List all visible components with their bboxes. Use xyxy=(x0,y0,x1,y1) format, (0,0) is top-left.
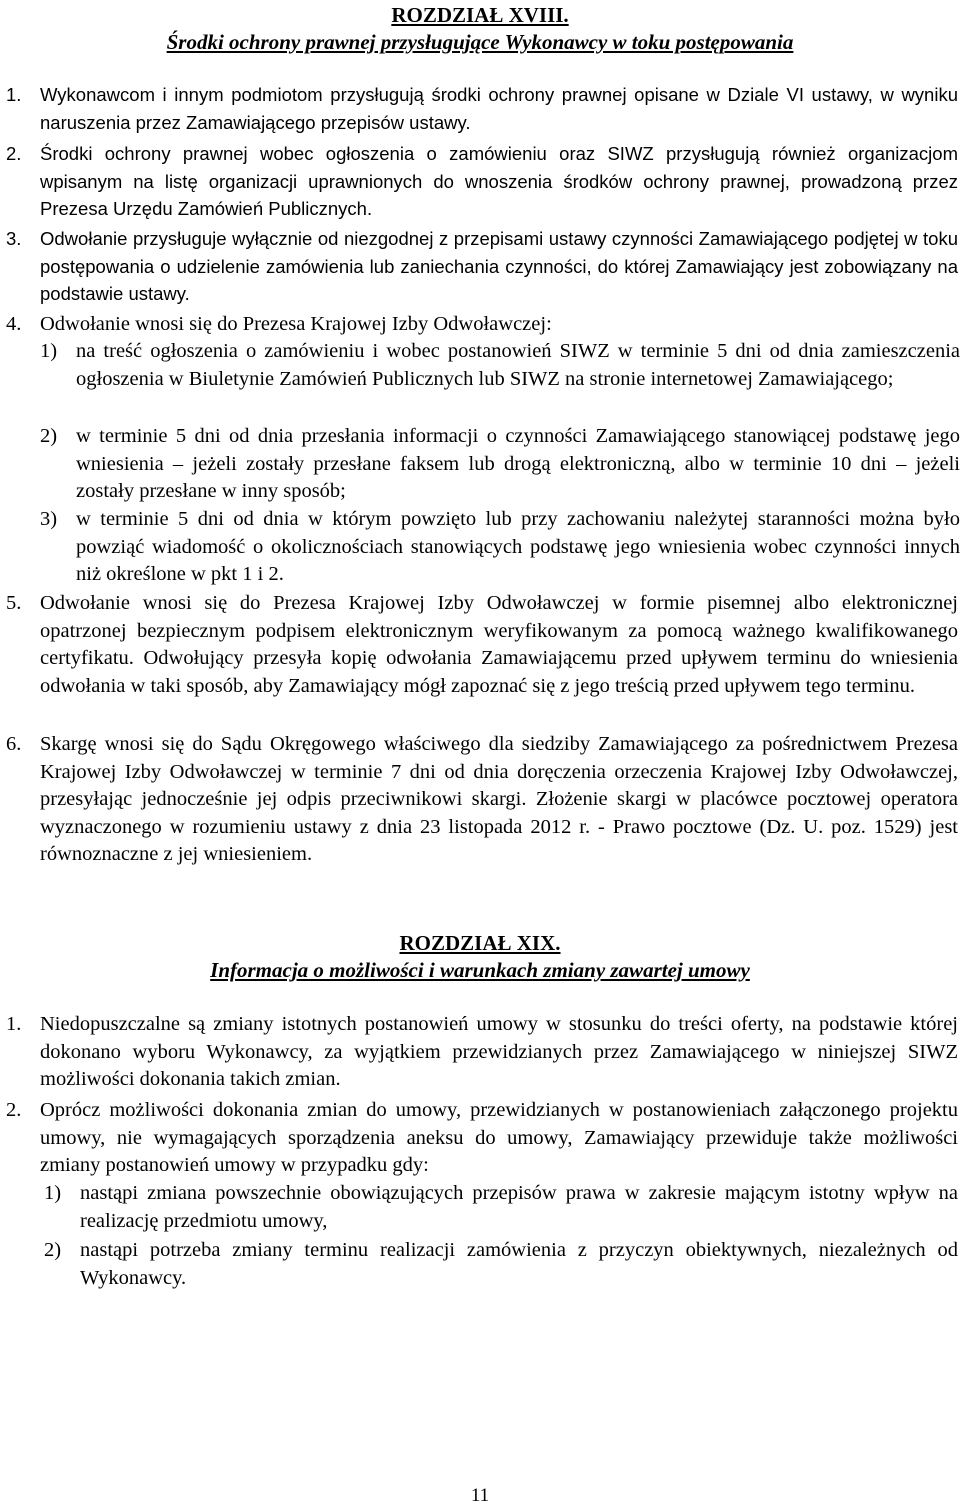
item-number: 3. xyxy=(6,228,22,249)
item-text: Wykonawcom i innym podmiotom przysługują środki ochrony prawnej opisane w Dziale VI ustawy, w wyniku naruszenia przez Zamawiającego przepisów ustawy. xyxy=(40,84,958,133)
ch19-item-1 xyxy=(6,1011,958,1094)
subitem-number: 2) xyxy=(40,425,58,447)
item-text: Skargę wnosi się do Sądu Okręgowego właściwego dla siedziby Zamawiającego za pośrednictwem Prezesa Krajowej Izby Odwoławczej w terminie 7 dni od dnia doręczenia orzeczenia Krajowej Izby Odwoławczej, przesyłając jednocześnie jej odpis przeciwnikowi skargi. Złożenie skargi w placówce pocztowej operatora wyznaczonego w rozumieniu ustawy z dnia 23 listopada 2012 r. - Prawo pocztowe (Dz. U. poz. 1529) jest równoznaczne z jej wniesieniem. xyxy=(40,733,958,865)
page-number: 11 xyxy=(470,1485,490,1506)
chapter-19-title: ROZDZIAŁ XIX. xyxy=(399,931,561,955)
chapter-19-subtitle: Informacja o możliwości i warunkach zmiany zawartej umowy xyxy=(210,958,750,982)
subitem-number: 3) xyxy=(40,508,58,530)
subitem-number: 1) xyxy=(40,340,58,362)
ch18-item-3 xyxy=(6,225,958,308)
item-text: Oprócz możliwości dokonania zmian do umowy, przewidzianych w postanowieniach załączonego projektu umowy, nie wymagających sporządzenia aneksu do umowy, Zamawiający przewiduje także możliwości zmiany postanowień umowy w przypadku gdy: xyxy=(40,1099,958,1176)
subitem-text: w terminie 5 dni od dnia przesłania informacji o czynności Zamawiającego stanowiącej podstawę jego wniesienia – jeżeli zostały przesłane faksem lub drogą elektroniczną, albo w terminie 10 dni – jeżeli zostały przesłane w inny sposób; xyxy=(76,425,960,502)
ch18-item-1 xyxy=(6,81,958,136)
ch19-item-2 xyxy=(6,1097,958,1180)
chapter-18-title: ROZDZIAŁ XVIII. xyxy=(391,3,569,27)
subitem-text: w terminie 5 dni od dnia w którym powzięto lub przy zachowaniu należytej staranności można było powziąć wiadomość o okolicznościach stanowiących podstawę jego wniesienia wobec czynności innych niż określone w pkt 1 i 2. xyxy=(76,508,960,585)
subitem-text: nastąpi zmiana powszechnie obowiązujących przepisów prawa w zakresie mającym istotny wpływ na realizację przedmiotu umowy, xyxy=(80,1182,958,1232)
subitem-number: 1) xyxy=(44,1182,62,1204)
item-number: 1. xyxy=(6,1013,22,1035)
chapter-18-subtitle: Środki ochrony prawnej przysługujące Wykonawcy w toku postępowania xyxy=(166,30,794,54)
item-number: 4. xyxy=(6,313,22,335)
ch18-item-4-sub-3 xyxy=(40,506,960,589)
item-text: Odwołanie przysługuje wyłącznie od niezgodnej z przepisami ustawy czynności Zamawiającego podjętej w toku postępowania o udzielenie zamówienia lub zaniechania czynności, do której Zamawiający jest zobowiązany na podstawie ustawy. xyxy=(40,228,958,304)
ch18-item-4-sub-2 xyxy=(40,423,960,506)
ch18-item-2 xyxy=(6,140,958,223)
item-number: 5. xyxy=(6,592,22,614)
item-text: Odwołanie wnosi się do Prezesa Krajowej Izby Odwoławczej w formie pisemnej albo elektronicznej opatrzonej bezpiecznym podpisem elektronicznym weryfikowanym za pomocą ważnego kwalifikowanego certyfikatu. Odwołujący przesyła kopię odwołania Zamawiającemu przed upływem terminu do wniesienia odwołania w taki sposób, aby Zamawiający mógł zapoznać się z jego treścią przed upływem tego terminu. xyxy=(40,592,958,697)
item-number: 2. xyxy=(6,143,22,164)
ch18-item-4 xyxy=(6,311,958,339)
item-number: 6. xyxy=(6,733,22,755)
ch19-item-2-sub-1 xyxy=(44,1180,958,1235)
subitem-text: nastąpi potrzeba zmiany terminu realizacji zamówienia z przyczyn obiektywnych, niezależnych od Wykonawcy. xyxy=(80,1239,958,1289)
item-text: Odwołanie wnosi się do Prezesa Krajowej Izby Odwoławczej: xyxy=(40,313,552,335)
item-text: Niedopuszczalne są zmiany istotnych postanowień umowy w stosunku do treści oferty, na podstawie której dokonano wyboru Wykonawcy, za wyjątkiem przewidzianych przez Zamawiającego w niniejszej SIWZ możliwości dokonania takich zmian. xyxy=(40,1013,958,1090)
ch18-item-4-sub-1 xyxy=(40,338,960,393)
ch18-item-5 xyxy=(6,590,958,700)
item-number: 1. xyxy=(6,84,22,105)
ch19-item-2-sub-2 xyxy=(44,1237,958,1292)
subitem-text: na treść ogłoszenia o zamówieniu i wobec postanowień SIWZ w terminie 5 dni od dnia zamieszczenia ogłoszenia w Biuletynie Zamówień Publicznych lub SIWZ na stronie internetowej Zamawiającego; xyxy=(76,340,960,390)
item-number: 2. xyxy=(6,1099,22,1121)
item-text: Środki ochrony prawnej wobec ogłoszenia o zamówieniu oraz SIWZ przysługują również organizacjom wpisanym na listę organizacji uprawnionych do wnoszenia środków ochrony prawnej, prowadzoną przez Prezesa Urzędu Zamówień Publicznych. xyxy=(40,143,958,219)
ch18-item-6 xyxy=(6,731,958,869)
subitem-number: 2) xyxy=(44,1239,62,1261)
